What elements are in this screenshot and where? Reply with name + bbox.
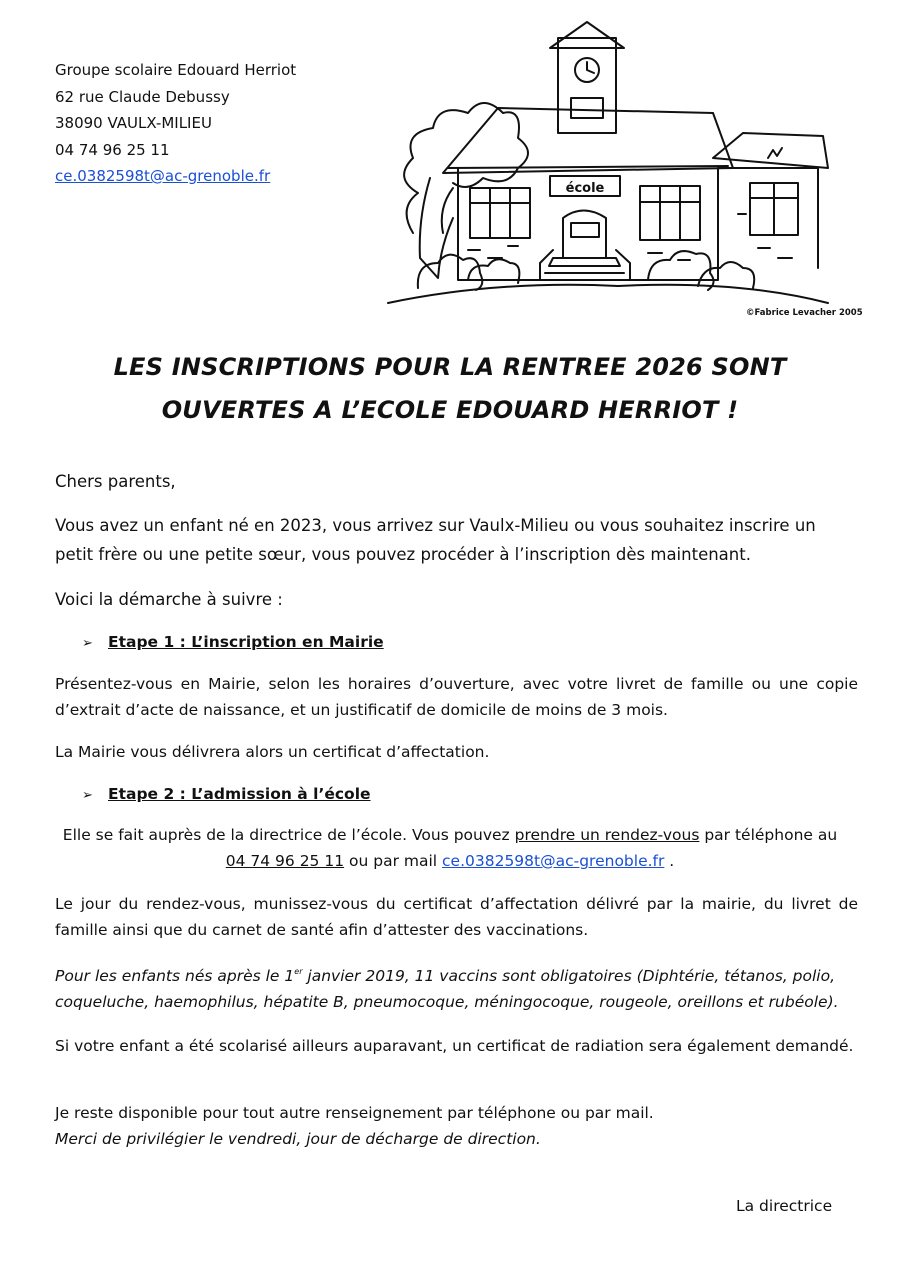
step-2-email-link[interactable]: ce.0382598t@ac-grenoble.fr xyxy=(442,852,665,870)
step-2-label: Etape 2 : L’admission à l’école xyxy=(108,785,371,803)
arrowhead-bullet-icon: ➢ xyxy=(82,636,93,651)
vaccines-text xyxy=(55,959,858,1015)
step-2-phone: 04 74 96 25 11 xyxy=(225,852,345,870)
signature: La directrice xyxy=(736,1197,833,1215)
school-city: 38090 VAULX-MILIEU xyxy=(55,114,212,132)
ordinal-superscript: er xyxy=(294,967,303,976)
school-sign-label: école xyxy=(565,181,605,196)
step-1-label: Etape 1 : L’inscription en Mairie xyxy=(108,633,384,651)
step-2-heading xyxy=(82,781,371,809)
title-line-2: OUVERTES A L’ECOLE EDOUARD HERRIOT ! xyxy=(161,396,739,424)
step-2-text xyxy=(55,822,845,874)
illustration-credit: ©Fabrice Levacher 2005 xyxy=(746,308,863,318)
title-line-1: LES INSCRIPTIONS POUR LA RENTREE 2026 SONT xyxy=(113,353,787,381)
school-address-block xyxy=(55,57,296,190)
step-2-text-part: Elle se fait auprès de la directrice de l’école. Vous pouvez xyxy=(62,826,515,844)
intro-paragraph: Vous avez un enfant né en 2023, vous arrivez sur Vaulx-Milieu ou vous souhaitez inscrire un petit frère ou une petite sœur, vous pouvez procéder à l’inscription dès maintenant. xyxy=(55,516,816,564)
radiation-text: Si votre enfant a été scolarisé ailleurs auparavant, un certificat de radiation sera également demandé. xyxy=(55,1037,854,1055)
greeting: Chers parents, xyxy=(55,472,176,491)
arrowhead-bullet-icon: ➢ xyxy=(82,788,93,803)
school-building-icon xyxy=(358,18,868,328)
school-street: 62 rue Claude Debussy xyxy=(55,87,230,106)
page-title xyxy=(0,346,900,432)
school-email-link[interactable]: ce.0382598t@ac-grenoble.fr xyxy=(55,167,271,185)
step-1-heading xyxy=(82,629,384,657)
step-2-text-part: ou par mail xyxy=(344,852,443,870)
vaccines-text-part: Pour les enfants nés après le 1 xyxy=(55,967,295,985)
step-2-text-part: . xyxy=(664,852,675,870)
step-1-text: Présentez-vous en Mairie, selon les horaires d’ouverture, avec votre livret de famille ou une copie d’extrait d’acte de naissance, et un justificatif de domicile de moins de 3 mois. xyxy=(55,675,858,719)
step-2-text-part: par téléphone au xyxy=(699,826,838,844)
contact-line: Je reste disponible pour tout autre renseignement par téléphone ou par mail. xyxy=(55,1104,654,1122)
step-1-note: La Mairie vous délivrera alors un certificat d’affectation. xyxy=(55,743,490,761)
appointment-phrase: prendre un rendez-vous xyxy=(514,826,700,844)
procedure-intro: Voici la démarche à suivre : xyxy=(55,590,283,609)
vaccines-text-part: janvier 2019, 11 vaccins sont obligatoires (Diphtérie, tétanos, polio, coqueluche, haemophilus, hépatite B, pneumocoque, méningocoque, rougeole, oreillons et rubéole). xyxy=(55,967,839,1011)
school-phone: 04 74 96 25 11 xyxy=(55,140,170,159)
friday-line: Merci de privilégier le vendredi, jour de décharge de direction. xyxy=(55,1130,541,1148)
school-building-illustration xyxy=(358,18,868,328)
school-name: Groupe scolaire Edouard Herriot xyxy=(55,61,297,79)
appointment-text: Le jour du rendez-vous, munissez-vous du certificat d’affectation délivré par la mairie, du livret de famille ainsi que du carnet de santé afin d’attester des vaccinations. xyxy=(55,895,858,939)
